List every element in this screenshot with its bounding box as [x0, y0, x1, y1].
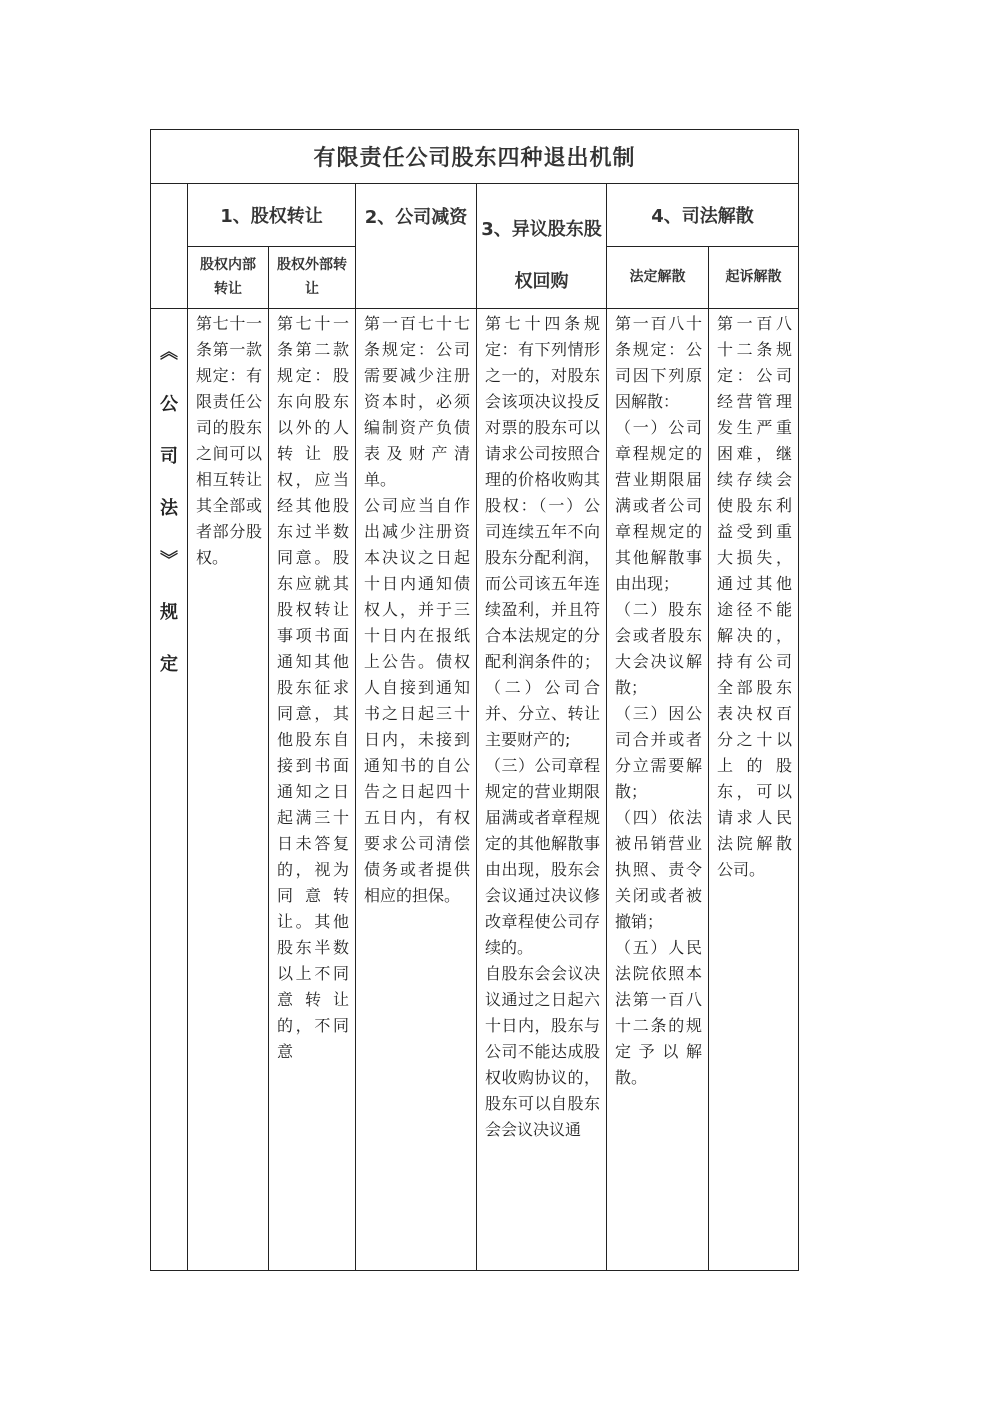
- side-label-char: ︽: [160, 342, 178, 363]
- cell-paragraph: 公司应当自作出减少注册资本决议之日起十日内通知债权人，并于三十日内在报纸上公告。债权人自接到通知书之日起三十日内，未接到通知书的自公告之日起四十五日内，有权要求公司清偿债务或者提供相应的担保。: [364, 496, 470, 905]
- side-label-char: ︾: [160, 550, 178, 571]
- side-label-char: 公: [160, 394, 178, 415]
- cell-paragraph: 第一百八十二条规定：公司经营管理发生严重困难，继续存续会使股东利益受到重大损失，通过其他途径不能解决的，持有公司全部股东表决权百分之十以上的股东，可以请求人民法院解散公司。: [717, 314, 793, 879]
- subheader-statutory-dissolution: 法定解散: [607, 246, 709, 309]
- header-judicial-dissolution: 4、司法解散: [607, 184, 799, 247]
- cell-paragraph: （二）股东会或者股东大会决议解散；: [615, 600, 702, 697]
- subheader-lawsuit-dissolution: 起诉解散: [709, 246, 799, 309]
- header-capital-reduction: [356, 184, 477, 309]
- side-label-char: 法: [160, 498, 178, 519]
- subheader-internal-transfer: 股权内部转让: [188, 246, 269, 309]
- cell-paragraph: （三）公司章程规定的营业期限届满或者章程规定的其他解散事由出现，股东会会议通过决议修改章程使公司存续的。: [485, 756, 600, 957]
- cell-lawsuit-dissolution: [709, 309, 799, 1271]
- cell-paragraph: 第七十四条规定：有下列情形之一的，对股东会该项决议投反对票的股东可以请求公司按照合理的价格收购其股权：（一）公司连续五年不向股东分配利润，而公司该五年连续盈利，并且符合本法规定的分配利润条件的；（二）公司合并、分立、转让主要财产的;: [485, 314, 600, 749]
- cell-statutory-dissolution: [607, 309, 709, 1271]
- header-dissenting-buyback: [477, 184, 607, 309]
- header-capital-reduction-text: 2、公司减资: [364, 207, 468, 228]
- cell-paragraph: （一）公司章程规定的营业期限届满或者公司章程规定的其他解散事由出现；: [615, 418, 702, 593]
- header-equity-transfer: 1、股权转让: [188, 184, 356, 247]
- cell-paragraph: 第七十一条第一款规定：有限责任公司的股东之间可以相互转让其全部或者部分股权。: [196, 314, 262, 567]
- cell-paragraph: （五）人民法院依照本法第一百八十二条的规定予以解散。: [615, 938, 702, 1087]
- cell-paragraph: 自股东会会议决议通过之日起六十日内，股东与公司不能达成股权收购协议的，股东可以自股东会会议决议通: [485, 964, 600, 1139]
- side-label-char: 司: [160, 446, 178, 467]
- cell-paragraph: （三）因公司合并或者分立需要解散；: [615, 704, 702, 801]
- cell-external-transfer: [269, 309, 356, 1271]
- side-label: [151, 309, 187, 691]
- cell-paragraph: 第七十一条第二款规定：股东向股东以外的人转让股权，应当经其他股东过半数同意。股东应就其股权转让事项书面通知其他股东征求同意，其他股东自接到书面通知之日起满三十日未答复的，视为同意转让。其他股东半数以上不同意转让的，不同意: [277, 314, 349, 1061]
- cell-paragraph: 第一百七十七条规定：公司需要减少注册资本时，必须编制资产负债表及财产清单。: [364, 314, 470, 489]
- side-label-char: 规: [160, 602, 178, 623]
- header-dissenting-buyback-text: 3、异议股东股权回购: [481, 219, 602, 292]
- cell-paragraph: （四）依法被吊销营业执照、责令关闭或者被撤销；: [615, 808, 702, 931]
- header-corner: [151, 184, 188, 309]
- side-label-char: 定: [160, 654, 178, 675]
- side-label-cell: [151, 309, 188, 1271]
- subheader-external-transfer: 股权外部转让: [269, 246, 356, 309]
- cell-capital-reduction: [356, 309, 477, 1271]
- table-title: 有限责任公司股东四种退出机制: [151, 130, 799, 184]
- cell-dissenting-buyback: [477, 309, 607, 1271]
- cell-paragraph: 第一百八十条规定：公司因下列原因解散：: [615, 314, 702, 411]
- exit-mechanism-table: [150, 129, 799, 1271]
- cell-internal-transfer: [188, 309, 269, 1271]
